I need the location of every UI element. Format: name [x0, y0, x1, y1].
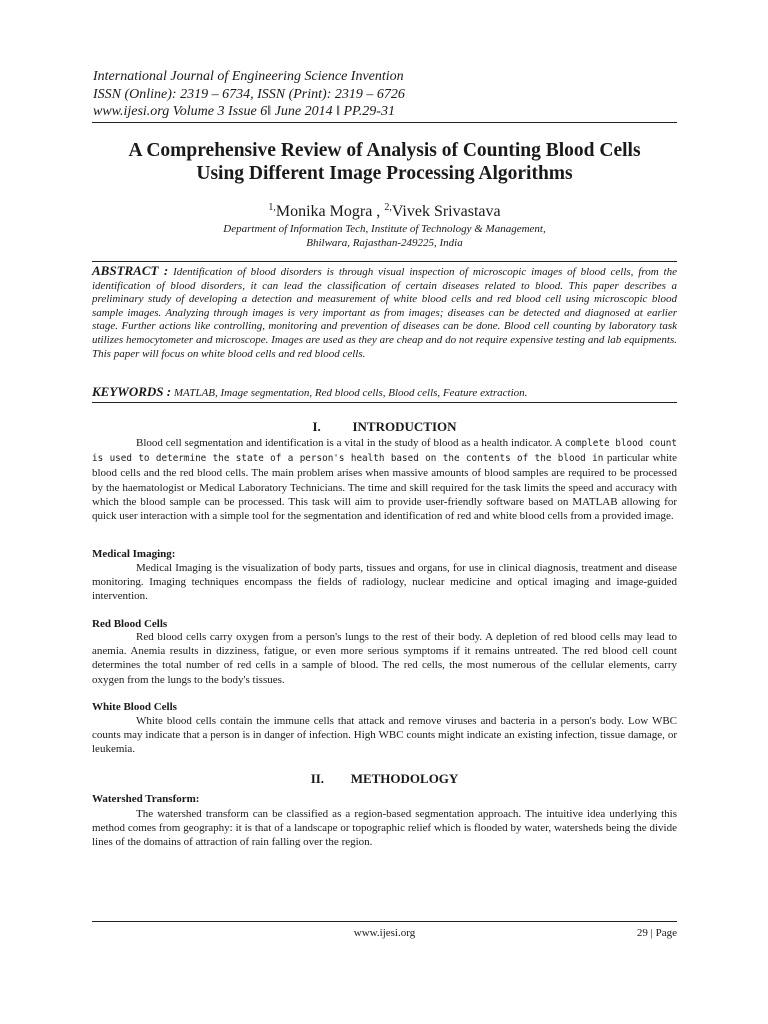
affiliation-line-2: Bhilwara, Rajasthan-249225, India [306, 237, 463, 249]
title-line-1: A Comprehensive Review of Analysis of Counting Blood Cells [128, 140, 641, 161]
abstract [92, 264, 677, 361]
footer-url: www.ijesi.org [353, 927, 416, 939]
monospace-text-run: complete blood count is used to determine the state of a person's health based on the contents of the blood in [92, 438, 677, 465]
introduction-paragraph: Blood cell segmentation and identification is a vital in the study of blood as a health indicator. A complete blood count is used to determine the state of a person's health based on the contents of the blood in particular white blood cells and the red blood cells. The main problem arises when massive amounts of blood samples are required to be processed by the haematologist or Medical Laboratory Technicians. The time and skill required for the task limits the speed and accuracy with which the blood sample can be processed. This task will aim to provide user-friendly software based on MATLAB allowing for quick user interaction with a simple tool for the segmentation and identification of red and white blood cells from a provided image. [92, 437, 677, 523]
keywords-rule [92, 402, 677, 403]
medical-imaging-paragraph: Medical Imaging is the visualization of body parts, tissues and organs, for use in clinical diagnosis, treatment and disease monitoring. Imaging techniques encompass the fields of radiology, nuclear medicine and optical imaging and image-guided intervention. [92, 562, 677, 603]
header-rule [92, 122, 677, 123]
subheading-white-blood-cells: White Blood Cells [92, 701, 177, 713]
white-blood-cells-paragraph: White blood cells contain the immune cells that attack and remove viruses and bacteria in a person's body. Low WBC counts may indicate that a person is in danger of infection. High WBC counts might indicate an existing infection, tissue damage, or leukemia. [92, 715, 677, 756]
author-list [92, 198, 677, 222]
author-1-name: Monika Mogra , [275, 203, 385, 220]
affiliation-line-1: Department of Information Tech, Institute of Technology & Management, [223, 223, 546, 235]
keywords-label: KEYWORDS : [92, 384, 172, 399]
author-2-affil-mark: 2, [384, 202, 392, 213]
journal-issn: ISSN (Online): 2319 – 6734, ISSN (Print): 2319 – 6726 [93, 86, 405, 102]
footer-rule [92, 921, 677, 922]
author-1-affil-mark: 1, [268, 202, 276, 213]
section-heading-introduction [92, 419, 677, 435]
subheading-medical-imaging: Medical Imaging: [92, 548, 176, 560]
section-number: I. [312, 419, 321, 434]
abstract-rule [92, 261, 677, 262]
title-line-2: Using Different Image Processing Algorithms [196, 163, 573, 184]
subheading-watershed-transform: Watershed Transform: [92, 793, 200, 805]
footer-page-number: 29 | Page [636, 927, 677, 939]
subheading-red-blood-cells: Red Blood Cells [92, 618, 168, 630]
keywords [92, 385, 677, 400]
paper-title [92, 139, 677, 185]
affiliation [92, 222, 677, 250]
section-title: METHODOLOGY [350, 771, 459, 786]
watershed-paragraph: The watershed transform can be classified as a region-based segmentation approach. The intuitive idea underlying this method comes from geography: it is that of a landscape or topographic relief which is flooded by water, watersheds being the divide lines of the domains of attraction of rain falling over the region. [92, 808, 677, 849]
journal-header [93, 68, 683, 121]
section-title: INTRODUCTION [352, 419, 457, 434]
author-2-name: Vivek Srivastava [391, 203, 501, 220]
section-heading-methodology [92, 771, 677, 787]
section-number: II. [310, 771, 325, 786]
keywords-text: MATLAB, Image segmentation, Red blood cells, Blood cells, Feature extraction. [171, 387, 528, 399]
journal-name: International Journal of Engineering Science Invention [93, 69, 404, 84]
red-blood-cells-paragraph: Red blood cells carry oxygen from a person's lungs to the rest of their body. A depletion of red blood cells may lead to anemia. Anemia results in dizziness, fatigue, or even more serious symptoms if it remains untreated. The red blood cell count determines the total number of red cells in a sample of blood. The red cells, the most numerous of the cellular elements, carry oxygen from the lungs to the body's tissues. [92, 631, 677, 686]
abstract-text: Identification of blood disorders is through visual inspection of microscopic images of blood cells, from the identification of blood disorders, it can lead the classification of certain diseases related to blood. This paper describes a preliminary study of developing a detection and measurement of white blood cells and red blood cell using microscopic blood sample images. Analyzing through images is very important as from images; diseases can be detected and diagnosed at earlier stage. Further actions like controlling, monitoring and prevention of diseases can be done. Blood cell counting by laboratory task utilizes hemocytometer and microscope. Images are used as they are cheap and do not require expensive testing and lab equipments. This paper will focus on white blood cells and red blood cells. [92, 266, 677, 360]
abstract-label: ABSTRACT : [92, 263, 169, 278]
journal-volume: www.ijesi.org Volume 3 Issue 6ǁ June 2014 ǁ PP.29-31 [93, 104, 395, 119]
